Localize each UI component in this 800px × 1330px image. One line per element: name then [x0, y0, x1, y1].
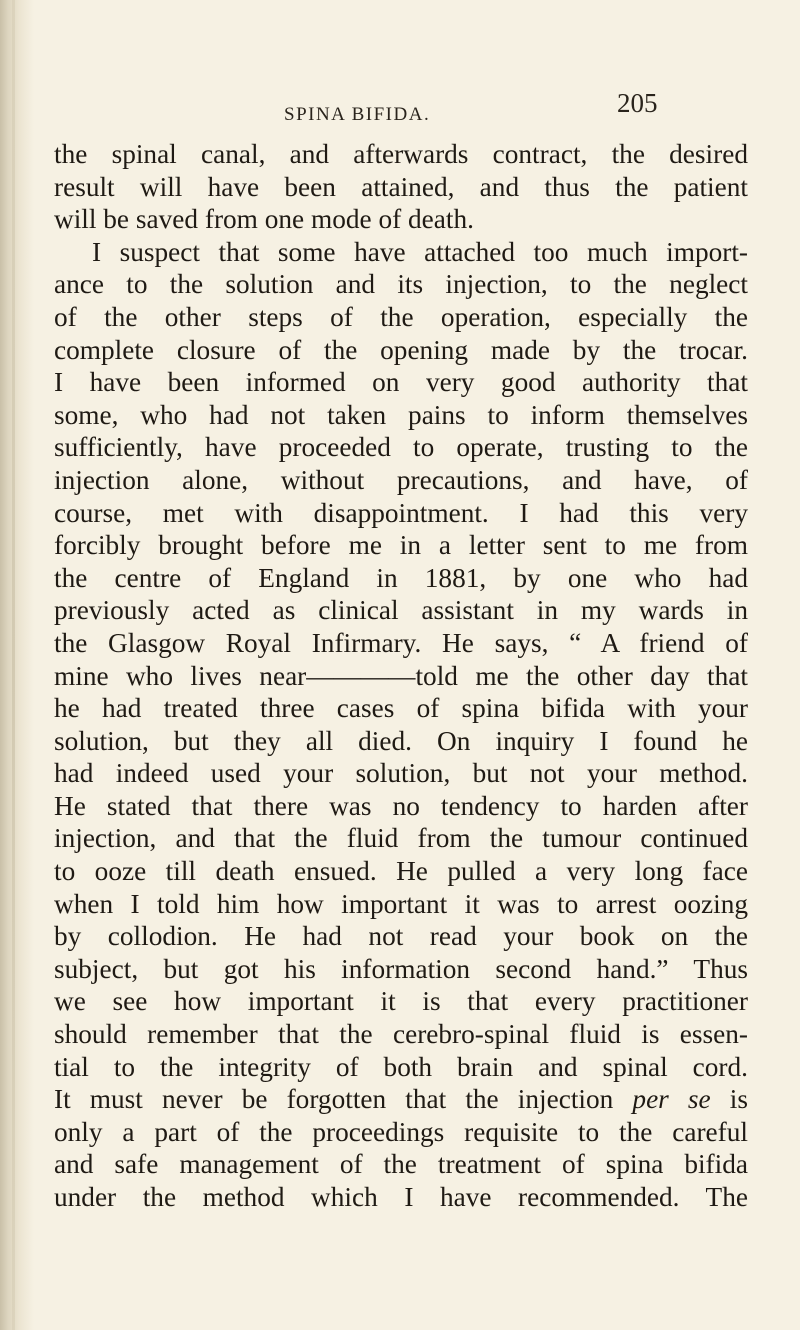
line-text: It must never be forgotten that the injection — [54, 1084, 614, 1115]
binding-edge — [12, 0, 15, 1330]
text-line: solution, but they all died. On inquiry I found he — [54, 725, 748, 756]
text-line-with-italic — [54, 1083, 748, 1116]
text-line: injection, and that the fluid from the tumour continued — [54, 823, 748, 854]
page-number: 205 — [617, 88, 658, 118]
text-line: of the other steps of the operation, especially the — [54, 301, 748, 332]
text-line: ance to the solution and its injection, to the neglect — [54, 269, 748, 300]
text-line: had indeed used your solution, but not your method. — [54, 758, 748, 789]
text-line: subject, but got his information second hand.” Thus — [54, 953, 748, 984]
line-text-tail: is — [729, 1084, 748, 1115]
text-line: we see how important it is that every practitioner — [54, 986, 748, 1017]
text-line: I have been informed on very good authority that — [54, 367, 748, 398]
text-line: and safe management of the treatment of spina bifida — [54, 1149, 748, 1180]
text-line: mine who lives near————told me the other day that — [54, 660, 748, 691]
paragraph-start-line: I suspect that some have attached too much import- — [92, 236, 748, 267]
running-head: SPINA BIFIDA. — [284, 104, 431, 125]
text-line: will be saved from one mode of death. — [54, 204, 474, 235]
text-line: the Glasgow Royal Infirmary. He says, “ A friend of — [54, 627, 748, 658]
text-line: He stated that there was no tendency to harden after — [54, 790, 748, 821]
page-gutter-shadow — [0, 0, 34, 1330]
text-line: complete closure of the opening made by the trocar. — [54, 334, 748, 365]
text-line: under the method which I have recommended. The — [54, 1182, 748, 1212]
text-line: by collodion. He had not read your book on the — [54, 921, 748, 952]
text-line: the centre of England in 1881, by one who had — [54, 562, 748, 593]
text-line: previously acted as clinical assistant in my wards in — [54, 595, 748, 626]
text-line: tial to the integrity of both brain and spinal cord. — [54, 1051, 748, 1082]
text-line: result will have been attained, and thus the patient — [54, 171, 748, 202]
text-line: the spinal canal, and afterwards contract, the desired — [54, 139, 748, 169]
italic-phrase: per se — [632, 1084, 711, 1115]
body-text — [54, 138, 748, 1214]
text-line: to ooze till death ensued. He pulled a very long face — [54, 856, 748, 887]
text-line: some, who had not taken pains to inform themselves — [54, 399, 748, 430]
text-line: forcibly brought before me in a letter sent to me from — [54, 530, 748, 561]
text-line: when I told him how important it was to arrest oozing — [54, 888, 748, 919]
text-line: sufficiently, have proceeded to operate, trusting to the — [54, 432, 748, 463]
text-line: should remember that the cerebro-spinal fluid is essen- — [54, 1019, 748, 1050]
text-line: injection alone, without precautions, and have, of — [54, 464, 748, 495]
text-line: only a part of the proceedings requisite to the careful — [54, 1116, 748, 1147]
text-line: course, met with disappointment. I had this very — [54, 497, 748, 528]
text-line: he had treated three cases of spina bifida with your — [54, 693, 748, 724]
